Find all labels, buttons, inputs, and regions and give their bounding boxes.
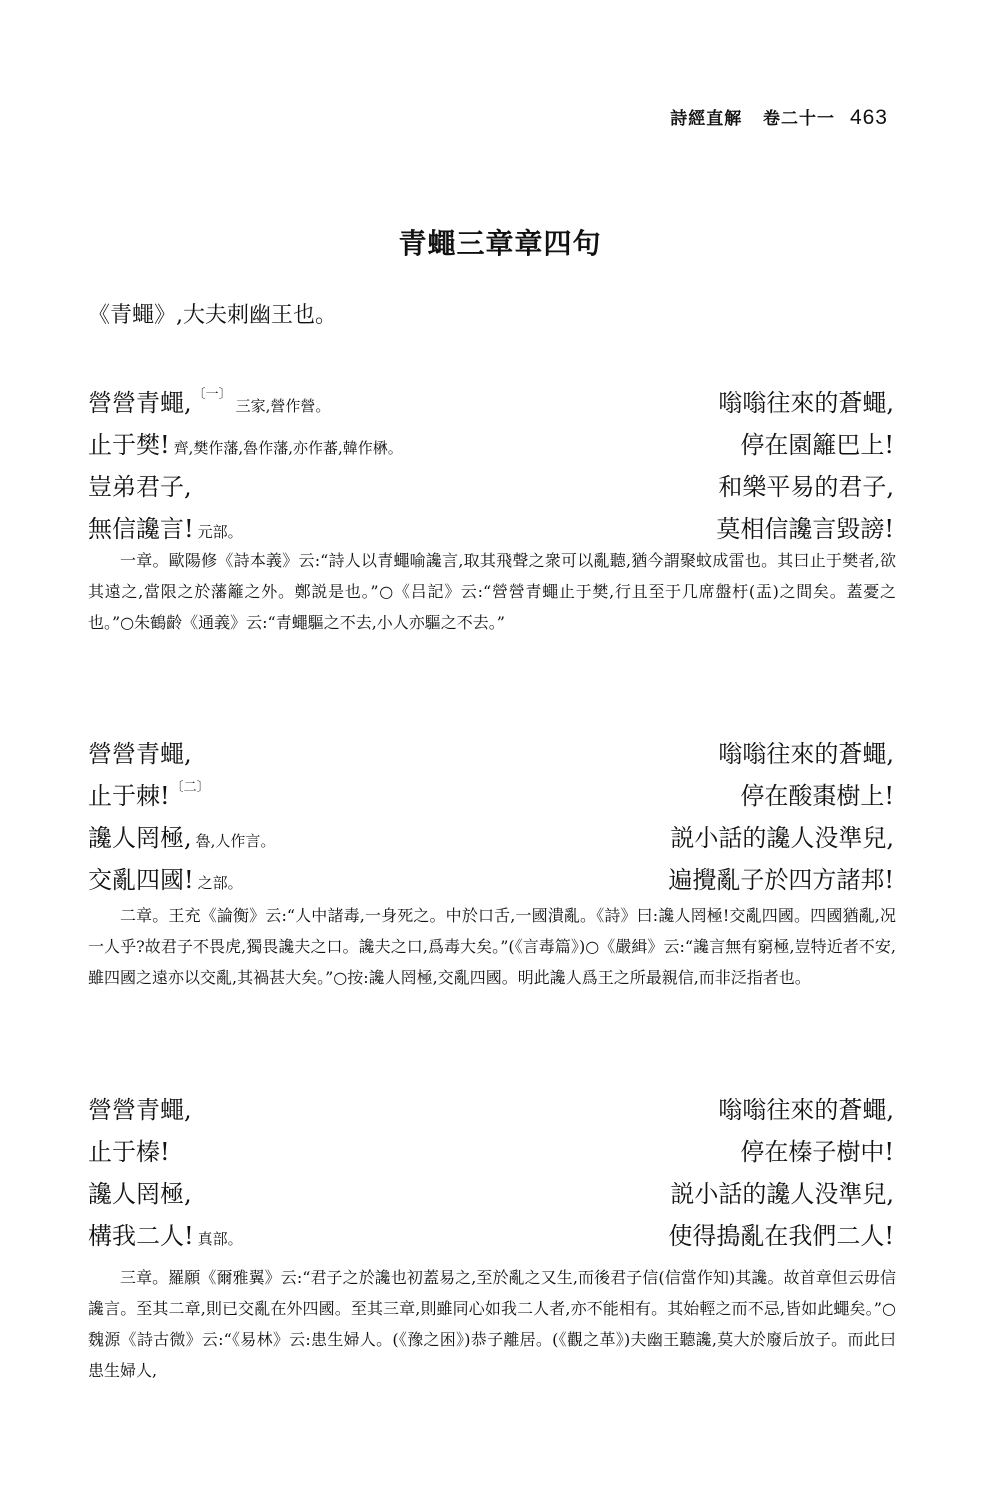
verse-translation: 嗡嗡往來的蒼蠅, (718, 1096, 894, 1124)
verse-translation: 使得搗亂在我們二人! (668, 1222, 894, 1250)
verse-line (88, 818, 894, 860)
poem-title: 青蠅三章章四句 (398, 227, 602, 260)
verse-text: 無信讒言! (88, 515, 194, 543)
book-title: 詩經直解 (670, 109, 743, 129)
verse-line (88, 425, 894, 467)
verse-line (88, 467, 894, 509)
stanza-2 (88, 734, 894, 902)
verse-text: 讒人罔極, (88, 1180, 192, 1208)
verse-text: 讒人罔極, (88, 824, 192, 852)
variant-note: 魯,人作言。 (195, 832, 276, 850)
verse-translation: 停在酸棗樹上! (740, 782, 894, 810)
verse-translation: 嗡嗡往來的蒼蠅, (718, 740, 894, 768)
page-number: 463 (849, 106, 888, 129)
verse-text: 止于棘! (88, 782, 170, 810)
verse-translation: 停在園籬巴上! (740, 431, 894, 459)
verse-line (88, 860, 894, 902)
verse-line (88, 383, 894, 425)
commentary-3: 三章。羅願《爾雅翼》云:“君子之於讒也初蓋易之,至於亂之又生,而後君子信(信當作知)其讒。故首章但云毋信讒言。至其二章,則已交亂在外四國。至其三章,則雖同心如我二人者,亦不能相有。其始輕之而不忌,皆如此蠅矣。”○魏源《詩古微》云:“《易林》云:患生婦人。(《豫之困》)恭子離居。(《觀之革》)夫幽王聽讒,莫大於廢后放子。而此曰患生婦人, (88, 1268, 896, 1380)
verse-text: 營營青蠅, (88, 389, 192, 417)
verse-translation: 和樂平易的君子, (718, 473, 894, 501)
verse-text: 止于樊! (88, 431, 170, 459)
verse-line (88, 1216, 894, 1258)
stanza-3 (88, 1090, 894, 1258)
verse-line (88, 734, 894, 776)
verse-translation: 遍攪亂子於四方諸邦! (668, 866, 894, 894)
verse-text: 營營青蠅, (88, 1096, 192, 1124)
footnote-marker: 〔二〕 (170, 780, 210, 795)
poem-preface: 《青蠅》,大夫刺幽王也。 (88, 303, 337, 328)
footnote-marker: 〔一〕 (192, 387, 232, 402)
verse-translation: 停在榛子樹中! (740, 1138, 894, 1166)
verse-text: 豈弟君子, (88, 473, 192, 501)
verse-translation: 嗡嗡往來的蒼蠅, (718, 389, 894, 417)
rhyme-note: 之部。 (197, 874, 243, 892)
verse-translation: 説小話的讒人没準兒, (670, 1180, 894, 1208)
verse-text: 構我二人! (88, 1222, 194, 1250)
commentary-2: 二章。王充《論衡》云:“人中諸毒,一身死之。中於口舌,一國潰亂。《詩》曰:讒人罔極!交亂四國。四國猶亂,况一人乎?故君子不畏虎,獨畏讒夫之口。讒夫之口,爲毒大矣。”(《言毒篇》)○《嚴緝》云:“讒言無有窮極,豈特近者不安,雖四國之遠亦以交亂,其禍甚大矣。”○按:讒人罔極,交亂四國。明此讒人爲王之所最親信,而非泛指者也。 (88, 906, 896, 987)
rhyme-note: 元部。 (197, 523, 243, 541)
running-header (670, 104, 888, 130)
verse-translation: 説小話的讒人没準兒, (670, 824, 894, 852)
variant-note: 三家,營作營。 (235, 397, 331, 415)
verse-line (88, 1090, 894, 1132)
verse-translation: 莫相信讒言毀謗! (716, 515, 894, 543)
verse-line (88, 776, 894, 818)
variant-note: 齊,樊作藩,魯作藩,亦作蕃,韓作楙。 (173, 439, 403, 457)
verse-line (88, 1174, 894, 1216)
volume-label: 卷二十一 (763, 109, 836, 129)
commentary-1: 一章。歐陽修《詩本義》云:“詩人以青蠅喻讒言,取其飛聲之衆可以亂聽,猶今謂聚蚊成雷也。其曰止于樊者,欲其遠之,當限之於藩籬之外。鄭説是也。”○《吕記》云:“營營青蠅止于樊,行且至于几席盤杅(盂)之間矣。蓋憂之也。”○朱鶴齡《通義》云:“青蠅驅之不去,小人亦驅之不去。” (88, 551, 896, 632)
verse-text: 交亂四國! (88, 866, 194, 894)
verse-text: 止于榛! (88, 1138, 170, 1166)
verse-text: 營營青蠅, (88, 740, 192, 768)
rhyme-note: 真部。 (197, 1230, 243, 1248)
stanza-1 (88, 383, 894, 551)
verse-line (88, 1132, 894, 1174)
